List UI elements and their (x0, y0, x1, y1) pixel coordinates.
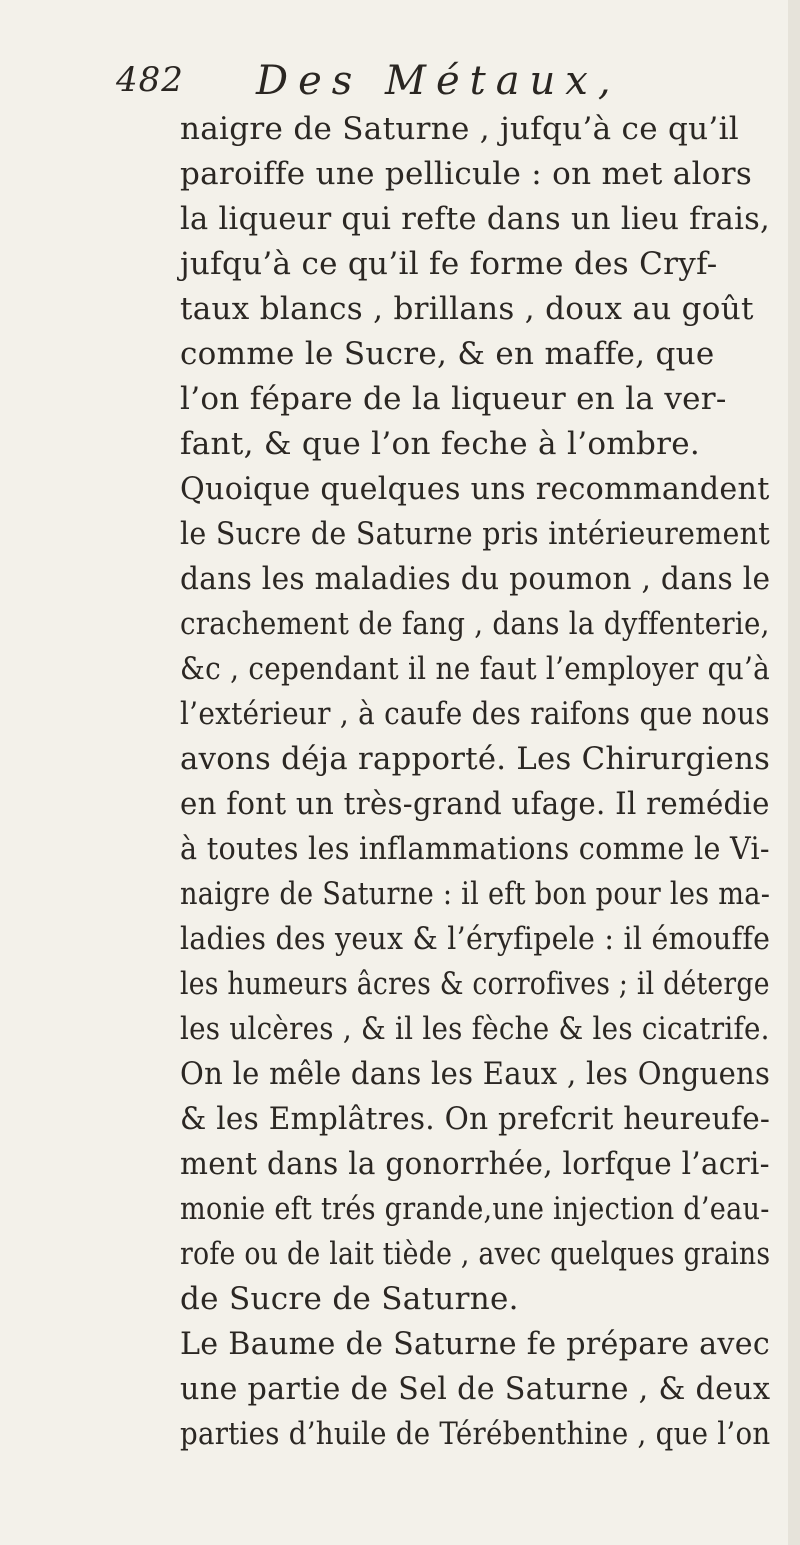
text-line: la liqueur qui refte dans un lieu frais, (180, 201, 771, 237)
text-line: & les Emplâtres. On prefcrit heureufe- (180, 1101, 771, 1137)
text-line: Le Baume de Saturne fe prépare avec (180, 1326, 771, 1362)
text-line: une partie de Sel de Saturne , & deux (180, 1371, 771, 1407)
text-line: dans les maladies du poumon , dans le (180, 561, 771, 597)
text-line: l’on fépare de la liqueur en la ver- (180, 381, 727, 417)
page-number: 482 (116, 60, 184, 100)
text-line: paroiffe une pellicule : on met alors (180, 156, 753, 192)
text-line: fant, & que l’on feche à l’ombre. (180, 426, 701, 462)
text-line: crachement de fang , dans la dyffenterie, (180, 606, 770, 642)
text-line: ment dans la gonorrhée, lorfque l’acri- (180, 1146, 770, 1182)
text-line: On le mêle dans les Eaux , les Onguens (180, 1056, 771, 1092)
text-line: l’extérieur , à caufe des raifons que nous (180, 696, 770, 732)
text-line: le Sucre de Saturne pris intérieurement (180, 516, 770, 552)
text-line: naigre de Saturne : il eft bon pour les ma- (180, 876, 771, 912)
text-line: &c , cependant il ne faut l’employer qu’à (180, 651, 770, 687)
text-line: naigre de Saturne , jufqu’à ce qu’il (180, 111, 740, 147)
text-line: jufqu’à ce qu’il fe forme des Cryf- (180, 246, 718, 282)
text-line: ladies des yeux & l’éryfipele : il émouffe (180, 921, 771, 957)
text-line: en font un très-grand ufage. Il remédie (180, 786, 770, 822)
text-line: rofe ou de lait tiède , avec quelques grains (180, 1236, 771, 1272)
text-line: parties d’huile de Térébenthine , que l’on (180, 1416, 771, 1452)
section-title: Des Métaux, (256, 58, 621, 104)
text-line: Quoique quelques uns recommandent (180, 471, 770, 507)
text-line: taux blancs , brillans , doux au goût (180, 291, 754, 327)
text-line: comme le Sucre, & en maffe, que (180, 336, 715, 372)
text-line: de Sucre de Saturne. (180, 1281, 519, 1317)
text-line: les humeurs âcres & corrofives ; il déterge (180, 966, 770, 1002)
text-line: monie eft trés grande,une injection d’eau- (180, 1191, 770, 1227)
text-line: les ulcères , & il les fèche & les cicatrife. (180, 1011, 770, 1047)
text-line: avons déja rapporté. Les Chirurgiens (180, 741, 771, 777)
text-line: à toutes les inflammations comme le Vi- (180, 831, 770, 867)
